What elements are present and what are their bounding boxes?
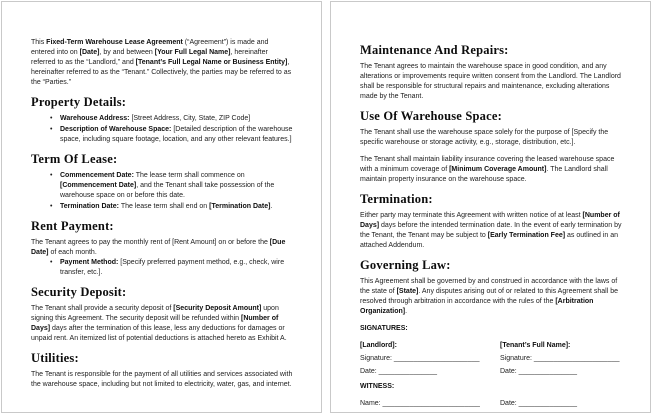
signature-cell-right [500, 341, 623, 351]
placeholder-bold-text: [Date] [79, 49, 100, 56]
placeholder-bold-text: [Number of Days] [360, 212, 620, 229]
placeholder-bold-text: Termination Date: [60, 203, 119, 210]
text-run: Date: _______________ [500, 400, 578, 407]
bullet-item-text [60, 171, 294, 201]
placeholder-bold-text: Warehouse Address: [60, 115, 130, 122]
bullet-icon: • [50, 172, 53, 179]
bullet-list [31, 171, 294, 212]
doc-paragraph [360, 128, 623, 148]
section-heading: Utilities: [31, 351, 79, 365]
signature-section-label: WITNESS: [360, 383, 395, 390]
text-run: . Any disputes arising out of or related to this Agreement shall be resolved through arbitration in accordance with the rules of the [360, 288, 618, 305]
text-run: Name: _________________________ [360, 400, 480, 407]
section-heading: Property Details: [31, 95, 127, 109]
bullet-item [50, 125, 294, 145]
text-run: Signature: ______________________ [360, 355, 480, 362]
text-run: days before the intended termination date. In the event of early termination by the Tenant, the Tenant may be subject to [360, 222, 622, 239]
text-run: The Tenant agrees to maintain the warehouse space in good condition, and any alterations or improvements require written consent from the Landlord. The Landlord shall be responsible for structural repairs and maintenance, excluding alterations made by the Tenant. [360, 63, 621, 100]
signature-cell-right [500, 399, 623, 409]
bullet-icon: • [50, 203, 53, 210]
bullet-icon: • [50, 115, 53, 122]
text-run: (“Agreement”) is made and entered into on [31, 39, 269, 56]
section-heading: Governing Law: [360, 258, 451, 272]
signature-row [360, 367, 623, 377]
text-run: , by and between [99, 49, 155, 56]
signature-cell-left [360, 367, 500, 377]
bullet-icon: • [50, 259, 53, 266]
signature-row [360, 341, 623, 351]
doc-paragraph [31, 370, 294, 390]
placeholder-bold-text: [Termination Date] [209, 203, 271, 210]
text-run: [Street Address, City, State, ZIP Code] [129, 115, 251, 122]
text-run: The Tenant shall use the warehouse space solely for the purpose of [Specify the specific warehouse or storage activity, e.g., storage, distribution, etc.]. [360, 129, 609, 146]
page-2 [330, 1, 651, 413]
signature-cell-right [500, 367, 623, 377]
placeholder-bold-text: [Early Termination Fee] [487, 232, 566, 239]
text-run: Signature: ______________________ [500, 355, 620, 362]
text-run: The lease term shall end on [119, 203, 210, 210]
bullet-item-text [60, 125, 294, 145]
placeholder-bold-text: [Tenant’s Full Legal Name or Business Entity] [135, 59, 288, 66]
placeholder-bold-text: Payment Method: [60, 259, 119, 266]
text-run: Date: _______________ [500, 368, 578, 375]
section-heading: Rent Payment: [31, 219, 114, 233]
text-run: . [270, 203, 273, 210]
placeholder-bold-text: [State] [396, 288, 419, 295]
text-run: , hereinafter referred to as the “Tenant.” Collectively, the parties may be referred to as the “Parties.” [31, 59, 292, 86]
placeholder-bold-text: Fixed-Term Warehouse Lease Agreement [46, 39, 183, 46]
text-run: Either party may terminate this Agreement with written notice of at least [360, 212, 583, 219]
page-1 [1, 1, 322, 413]
placeholder-bold-text: [Arbitration Organization] [360, 298, 594, 315]
bullet-item-text [60, 258, 294, 278]
doc-paragraph [360, 277, 623, 317]
bullet-item-text [60, 202, 294, 212]
doc-paragraph [31, 238, 294, 258]
doc-paragraph [360, 155, 623, 185]
text-run: The Tenant shall maintain liability insurance covering the leased warehouse space with a minimum coverage of [360, 156, 615, 173]
placeholder-bold-text: Description of Warehouse Space: [60, 126, 172, 133]
text-run: Date: _______________ [360, 368, 438, 375]
text-run: upon signing this Agreement. The security deposit will be refunded within [31, 305, 279, 322]
text-run: [Specify preferred payment method, e.g., check, wire transfer, etc.]. [60, 259, 285, 276]
bullet-item-text [60, 114, 294, 124]
text-run: . [405, 308, 408, 315]
text-run: . The Landlord shall maintain property insurance on the warehouse space. [360, 166, 608, 183]
text-run: This [31, 39, 47, 46]
text-run: The Tenant agrees to pay the monthly rent of [Rent Amount] on or before the [31, 239, 270, 246]
text-run: The Tenant shall provide a security deposit of [31, 305, 174, 312]
section-heading: Security Deposit: [31, 285, 127, 299]
placeholder-bold-text: [Due Date] [31, 239, 286, 256]
doc-paragraph [31, 38, 294, 88]
doc-paragraph [360, 62, 623, 102]
text-run: , and the Tenant shall take possession of the warehouse space on or before this date. [60, 182, 275, 199]
doc-paragraph [31, 304, 294, 344]
text-run: This Agreement shall be governed by and construed in accordance with the laws of the state of [360, 278, 618, 295]
bullet-list [31, 114, 294, 145]
section-heading: Use Of Warehouse Space: [360, 109, 502, 123]
bullet-item [50, 114, 294, 124]
placeholder-bold-text: [Minimum Coverage Amount] [449, 166, 547, 173]
text-run: The lease term shall commence on [133, 172, 245, 179]
text-run: , hereinafter referred to as the “Landlord,” and [31, 49, 268, 66]
signature-row [360, 354, 623, 364]
bullet-icon: • [50, 126, 53, 133]
bullet-item [50, 171, 294, 201]
placeholder-bold-text: [Your Full Legal Name] [154, 49, 231, 56]
signature-section-label: SIGNATURES: [360, 325, 408, 332]
bullet-list [31, 258, 294, 278]
bullet-item [50, 202, 294, 212]
text-run: The Tenant is responsible for the payment of all utilities and services associated with the warehouse space, including but not limited to electricity, water, gas, and internet. [31, 371, 293, 388]
page-2-content [331, 2, 650, 409]
section-heading: Maintenance And Repairs: [360, 43, 509, 57]
section-heading: Term Of Lease: [31, 152, 118, 166]
placeholder-bold-text: [Security Deposit Amount] [173, 305, 262, 312]
signature-cell-left [360, 354, 500, 364]
signature-row [360, 399, 623, 409]
text-run: days after the termination of this lease, less any deductions for damages or unpaid rent. An itemized list of potential deductions is attached hereto as Exhibit A. [31, 325, 287, 342]
text-run: as outlined in an attached Addendum. [360, 232, 618, 249]
placeholder-bold-text: [Commencement Date] [60, 182, 137, 189]
signature-cell-right [500, 354, 623, 364]
placeholder-bold-text: Commencement Date: [60, 172, 134, 179]
page-1-content [2, 2, 321, 390]
signature-cell-left [360, 399, 500, 409]
placeholder-bold-text: [Number of Days] [31, 315, 279, 332]
placeholder-bold-text: [Landlord]: [360, 342, 397, 349]
doc-paragraph [360, 211, 623, 251]
section-heading: Termination: [360, 192, 433, 206]
text-run: of each month. [48, 249, 97, 256]
bullet-item [50, 258, 294, 278]
signature-cell-left [360, 341, 500, 351]
placeholder-bold-text: [Tenant’s Full Name]: [500, 342, 571, 349]
text-run: [Detailed description of the warehouse space, including square footage, location, and any other relevant features.] [60, 126, 293, 143]
